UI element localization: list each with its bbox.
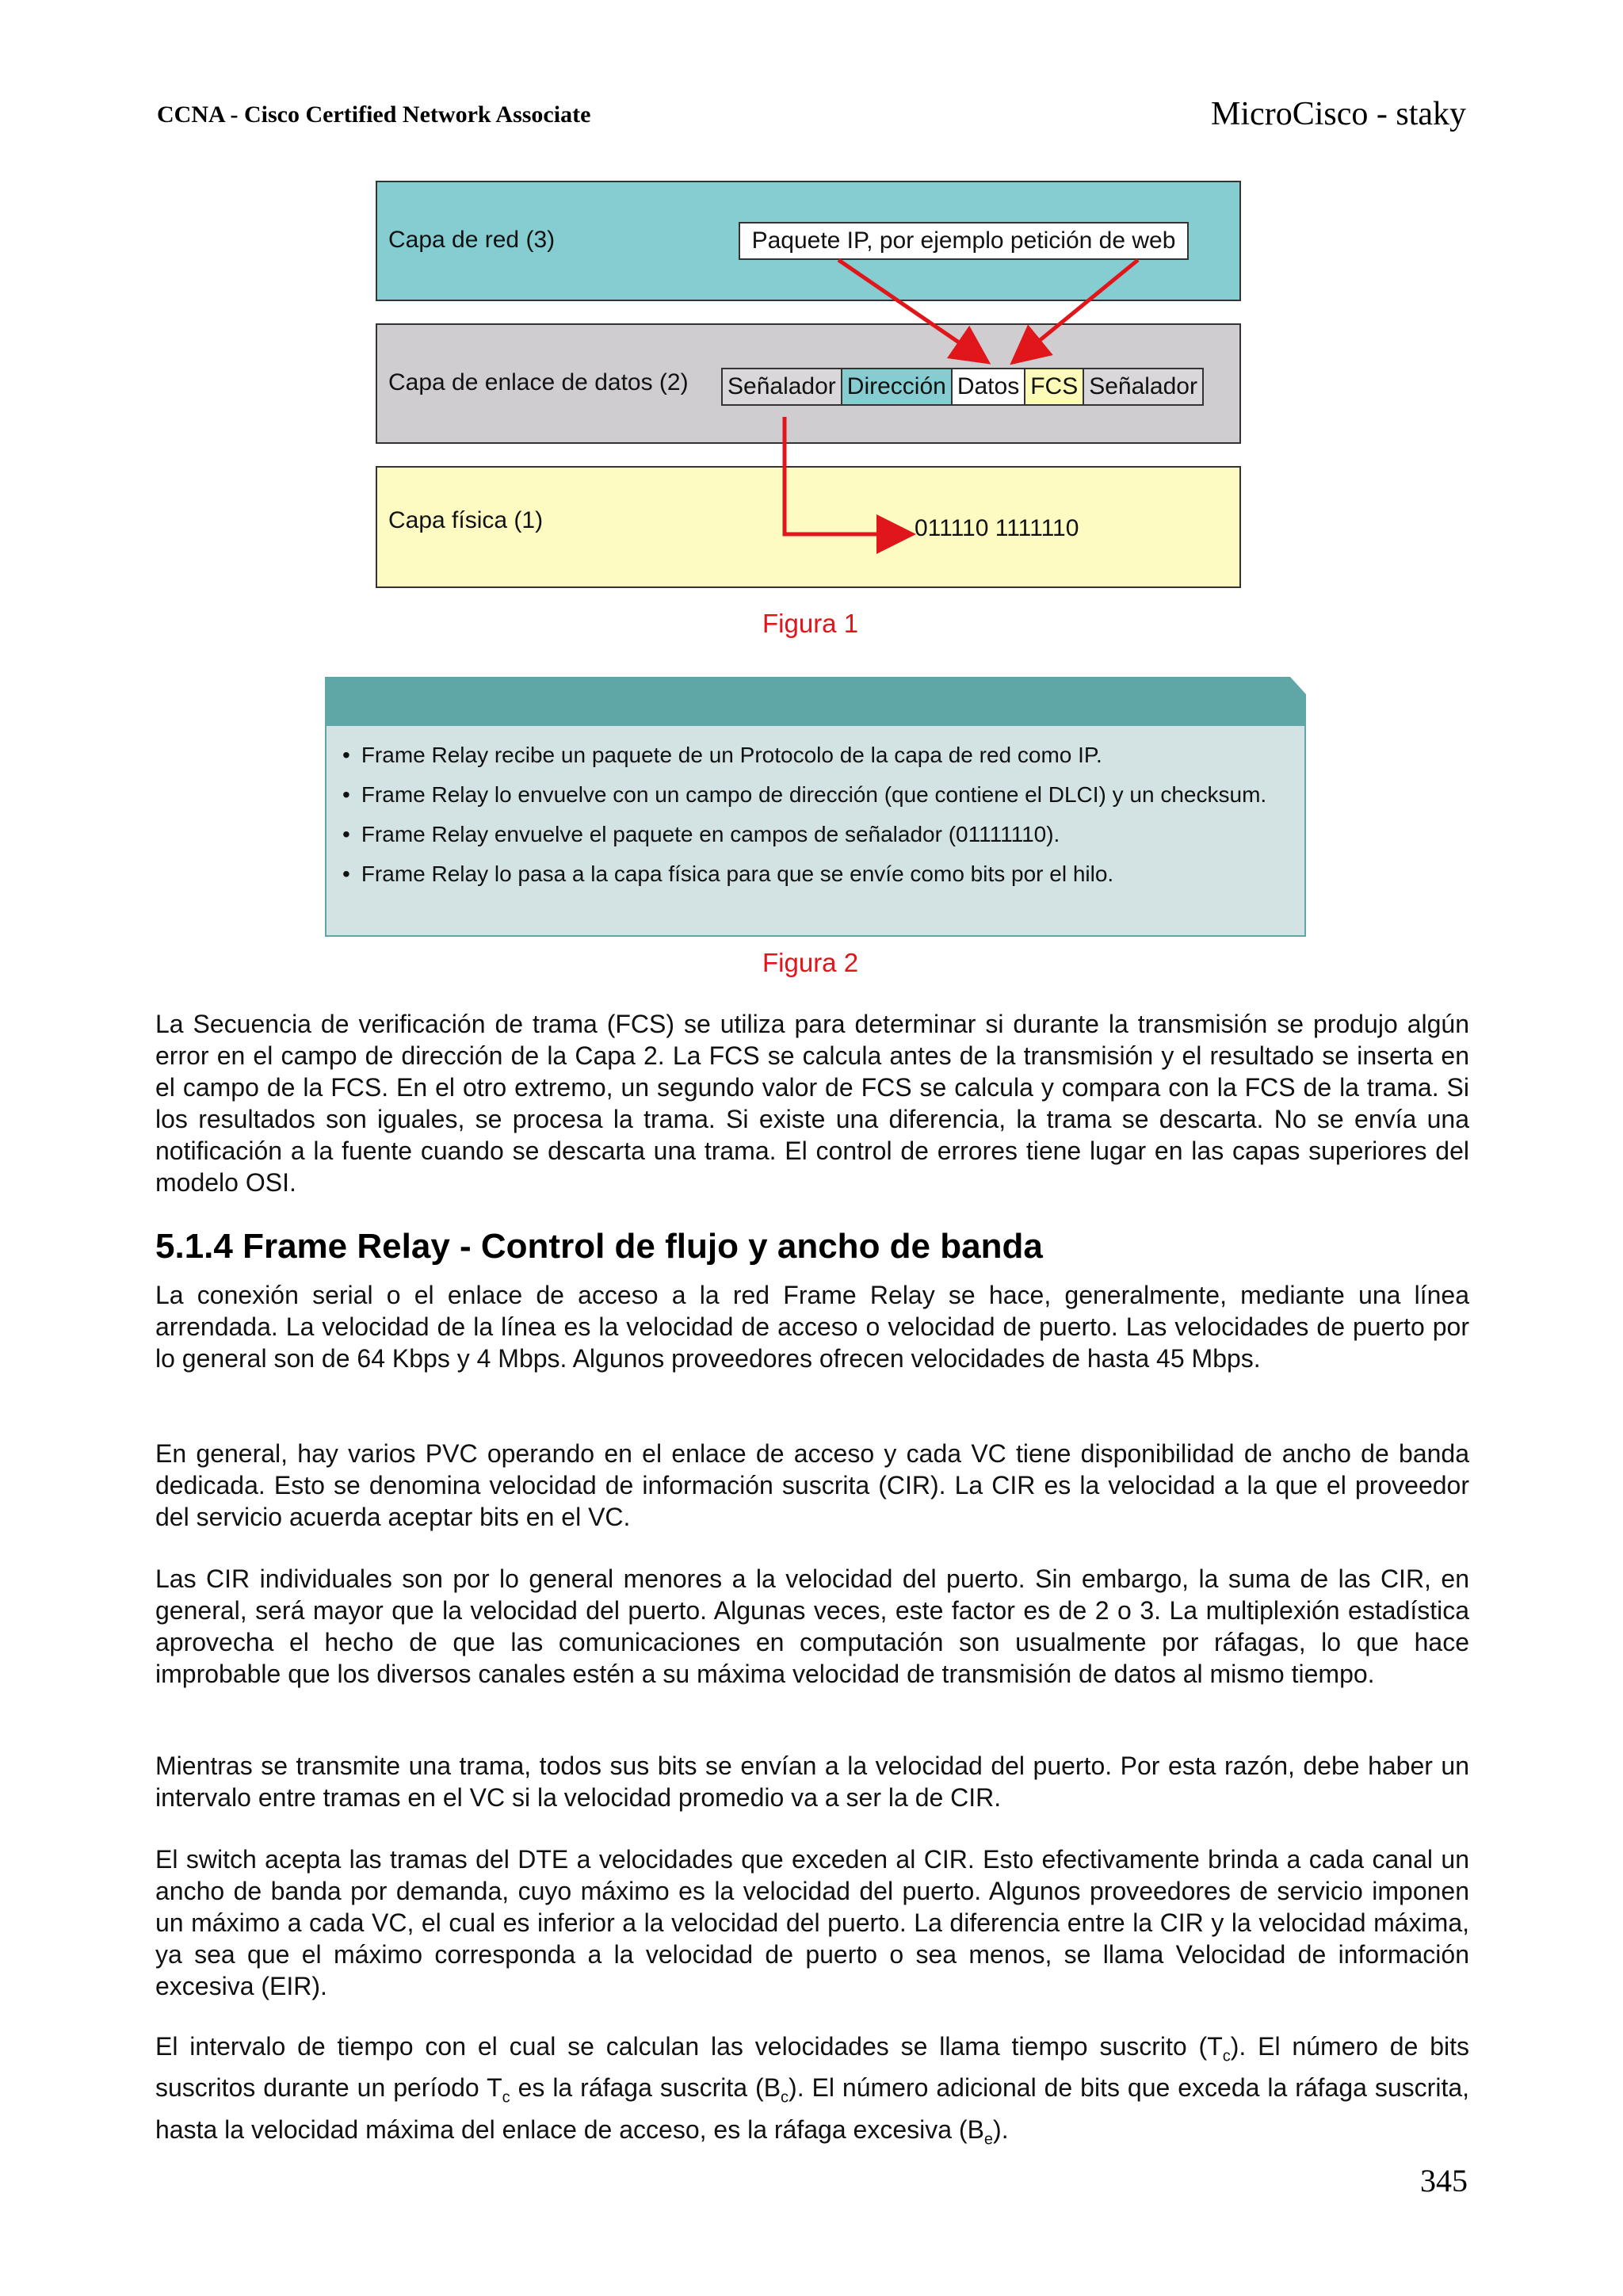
paragraph-text: La Secuencia de verificación de trama (FCS) se utiliza para determinar si durante la transmisión se produjo algún error en el campo de dirección de la Capa 2. La FCS se calcula antes de la transmisión y el resultado se inserta en el campo de la FCS. En el otro extremo, un segundo valor de FCS se calcula y compara con la FCS de la trama. Si los resultados son iguales, se procesa la trama. Si existe una diferencia, la trama se descarta. No se envía una notificación a la fuente cuando se descarta una trama. El control de errores tiene lugar en las capas superiores del modelo OSI. (155, 1010, 1469, 1197)
list-item: • Frame Relay recibe un paquete de un Protocolo de la capa de red como IP. (342, 740, 1293, 770)
section-title: 5.1.4 Frame Relay - Control de flujo y ancho de banda (155, 1227, 1043, 1266)
bit-stream: 011110 1111110 (915, 515, 1079, 541)
text-run: es la ráfaga suscrita (B (510, 2073, 781, 2103)
figure-1-caption: Figura 1 (762, 609, 859, 638)
subscript: c (1222, 2047, 1231, 2065)
subscript: c (502, 2088, 510, 2107)
paragraph-multiplexing (155, 1563, 1469, 1690)
figure-2-bullet-list (327, 726, 1304, 889)
paragraph-burst (155, 2030, 1469, 2155)
paragraph-text (155, 2030, 1469, 2155)
arrow-frame-to-bits (785, 417, 908, 534)
frame-field-fcs: FCS (1025, 369, 1084, 404)
paragraph-text: La conexión serial o el enlace de acceso a la red Frame Relay se hace, generalmente, mediante una línea arrendada. La velocidad de la línea es la velocidad de acceso o velocidad de puerto. Las velocidades de puerto por lo general son de 64 Kbps y 4 Mbps. Algunos proveedores ofrecen velocidades de hasta 45 Mbps. (155, 1281, 1469, 1373)
paragraph-text: En general, hay varios PVC operando en el enlace de acceso y cada VC tiene disponibilidad de ancho de banda dedicada. Esto se denomina velocidad de información suscrita (CIR). La CIR es la velocidad a la que el proveedor del servicio acuerda aceptar bits en el VC. (155, 1439, 1469, 1531)
paragraph-access-link (155, 1279, 1469, 1374)
subscript: e (983, 2130, 994, 2149)
paragraph-cir (155, 1438, 1469, 1533)
paragraph-text: Las CIR individuales son por lo general menores a la velocidad del puerto. Sin embargo, la suma de las CIR, en general, será mayor que la velocidad del puerto. Algunas veces, este factor es de 2 o 3. La multiplexión estadística aprovecha el hecho de que las comunicaciones en computación son usualmente por ráfagas, lo que hace improbable que los diversos canales estén a su máxima velocidad de transmisión de datos al mismo tiempo. (155, 1564, 1469, 1688)
subscript: c (781, 2088, 789, 2107)
physical-layer-label: Capa física (1) (388, 507, 544, 533)
header-source: MicroCisco - staky (1211, 96, 1466, 132)
paragraph-frame-interval (155, 1750, 1469, 1813)
text-run: ). (993, 2115, 1009, 2144)
frame-field-flag-end: Señalador (1084, 369, 1202, 404)
page-number: 345 (1420, 2163, 1468, 2199)
arrow-packet-to-data-right (1016, 260, 1138, 360)
list-item: • Frame Relay lo pasa a la capa física para que se envíe como bits por el hilo. (342, 859, 1293, 889)
paragraph-eir (155, 1843, 1469, 2002)
header-title: CCNA - Cisco Certified Network Associate (157, 101, 591, 128)
ip-packet-box: Paquete IP, por ejemplo petición de web (739, 222, 1189, 260)
frame-field-flag-start: Señalador (723, 369, 842, 404)
text-run: ). El número de bits suscritos durante un período T (155, 2032, 1470, 2103)
figure-1-diagram (376, 181, 1244, 591)
figure-2-body (325, 726, 1306, 937)
paragraph-fcs (155, 1008, 1469, 1198)
arrow-packet-to-data-left (838, 260, 984, 360)
figure-2-caption: Figura 2 (762, 948, 859, 977)
figure-2-header-bar (325, 677, 1306, 726)
figure-1-arrows (376, 181, 1244, 591)
text-run: ). El número adicional de bits que exceda la ráfaga suscrita, hasta la velocidad máxima del enlace de acceso, es la ráfaga excesiva (B (155, 2073, 1470, 2144)
figure-2-panel (325, 677, 1306, 937)
paragraph-text: El switch acepta las tramas del DTE a velocidades que exceden al CIR. Esto efectivamente brinda a cada canal un ancho de banda por demanda, cuyo máximo es la velocidad del puerto. Algunos proveedores de servicio imponen un máximo a cada VC, el cual es inferior a la velocidad del puerto. La diferencia entre la CIR y la velocidad máxima, ya sea que el máximo corresponda a la velocidad de puerto o sea menos, se llama Velocidad de información excesiva (EIR). (155, 1845, 1469, 2000)
frame-field-address: Dirección (842, 369, 953, 404)
datalink-layer-label: Capa de enlace de datos (2) (388, 369, 689, 395)
list-item: • Frame Relay envuelve el paquete en campos de señalador (01111110). (342, 819, 1293, 850)
frame-field-data: Datos (953, 369, 1025, 404)
text-run: El intervalo de tiempo con el cual se calculan las velocidades se llama tiempo suscrito (T (155, 2032, 1223, 2061)
paragraph-text: Mientras se transmite una trama, todos sus bits se envían a la velocidad del puerto. Por esta razón, debe haber un intervalo entre tramas en el VC si la velocidad promedio va a ser la de CIR. (155, 1752, 1469, 1812)
list-item: • Frame Relay lo envuelve con un campo de dirección (que contiene el DLCI) y un checksum. (342, 780, 1293, 810)
network-layer-label: Capa de red (3) (388, 227, 556, 253)
